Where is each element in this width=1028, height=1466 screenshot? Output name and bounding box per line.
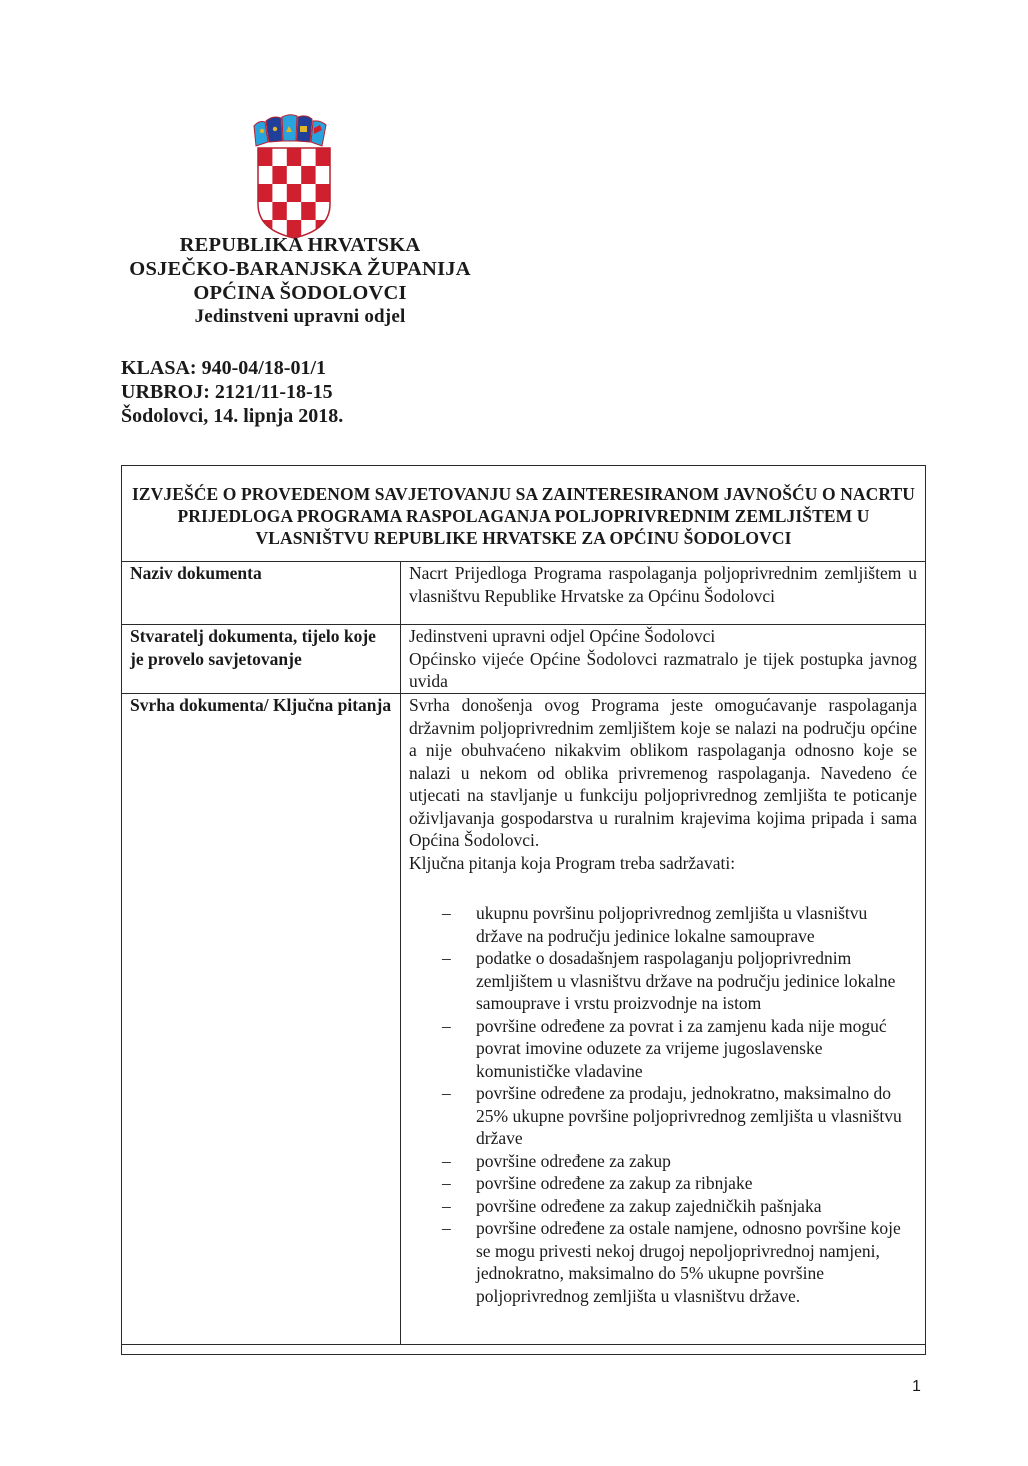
urbroj-line: URBROJ: 2121/11-18-15 <box>121 381 333 403</box>
report-info-table <box>121 561 926 1345</box>
document-purpose-value <box>401 694 926 1345</box>
klasa-line: KLASA: 940-04/18-01/1 <box>121 357 326 379</box>
dash-marker: – <box>442 948 451 968</box>
document-creator-value <box>401 625 926 694</box>
list-item-text: površine određene za ostale namjene, odnosno površine koje se mogu privesti nekoj drugoj nepoljoprivrednoj namjeni, jednokratno, maksimalno do 5% ukupne površine poljoprivrednog zemljišta u vlasništvu države. <box>476 1218 901 1306</box>
list-item-text: površine određene za zakup za ribnjake <box>476 1173 753 1193</box>
list-item <box>442 947 917 1015</box>
issuer-header <box>110 233 490 329</box>
review-line: Općinsko vijeće Općine Šodolovci razmatralo je tijek postupka javnog uvida <box>409 648 917 691</box>
dash-marker: – <box>442 1195 451 1216</box>
list-item-text: podatke o dosadašnjem raspolaganju poljoprivrednim zemljištem u vlasništvu države na području jedinice lokalne samouprave i vrstu proizvodnje na istom <box>476 948 896 1013</box>
list-item <box>442 1015 917 1083</box>
report-box <box>121 465 926 1355</box>
document-creator-label: Stvaratelj dokumenta, tijelo koje je provelo savjetovanje <box>122 625 401 694</box>
document-purpose-label: Svrha dokumenta/ Ključna pitanja <box>122 694 401 1345</box>
list-item <box>442 1150 917 1173</box>
list-item-text: površine određene za prodaju, jednokratno, maksimalno do 25% ukupne površine poljoprivrednog zemljišta u vlasništvu države <box>476 1083 902 1148</box>
list-item-text: površine određene za povrat i za zamjenu kada nije moguć povrat imovine oduzete za vrijeme jugoslavenske komunističke vladavine <box>476 1015 887 1081</box>
croatian-coat-of-arms-icon <box>250 112 340 240</box>
municipality-name: OPĆINA ŠODOLOVCI <box>193 282 407 304</box>
creator-line: Jedinstveni upravni odjel Općine Šodolovci <box>409 626 716 646</box>
reference-block <box>121 356 343 428</box>
list-item <box>442 1195 917 1218</box>
dash-marker: – <box>442 903 451 923</box>
country-name: REPUBLIKA HRVATSKA <box>179 234 421 256</box>
dash-marker: – <box>442 1218 451 1238</box>
key-questions-intro: Ključna pitanja koja Program treba sadržavati: <box>409 852 736 873</box>
table-row <box>122 562 926 625</box>
table-row <box>122 625 926 694</box>
list-item-text: ukupnu površinu poljoprivrednog zemljišta u vlasništvu države na području jedinice lokalne samouprave <box>476 903 868 946</box>
list-item <box>442 1217 917 1307</box>
table-row <box>122 694 926 1345</box>
county-name: OSJEČKO-BARANJSKA ŽUPANIJA <box>129 258 471 280</box>
dash-marker: – <box>442 1083 451 1103</box>
document-name-label: Naziv dokumenta <box>122 562 401 625</box>
list-item-text: površine određene za zakup <box>476 1150 671 1171</box>
list-item-text: površine određene za zakup zajedničkih pašnjaka <box>476 1195 822 1216</box>
dash-marker: – <box>442 1015 451 1036</box>
list-item <box>442 902 917 947</box>
purpose-paragraph: Svrha donošenja ovog Programa jeste omogućavanje raspolaganja državnim poljoprivrednim zemljištem koje se nalazi na području općine a nije obuhvaćeno nikakvim oblikom raspolaganja odnosno koje se nalazi u nekom od oblika privremenog raspolaganja. Navedeno će utjecati na stavljanje u funkciju poljoprivrednog zemljišta te poticanje oživljavanja gospodarstva u ruralnim krajevima kojima pripada i sama Općina Šodolovci. <box>409 695 917 850</box>
place-date-line: Šodolovci, 14. lipnja 2018. <box>121 405 344 427</box>
key-questions-list <box>409 902 917 1307</box>
list-item <box>442 1082 917 1150</box>
page-number: 1 <box>912 1378 921 1395</box>
report-title: IZVJEŠĆE O PROVEDENOM SAVJETOVANJU SA ZAINTERESIRANOM JAVNOŠĆU O NACRTU PRIJEDLOGA PROGRAMA RASPOLAGANJA POLJOPRIVREDNIM ZEMLJIŠTEM U VLASNIŠTVU REPUBLIKE HRVATSKE ZA OPĆINU ŠODOLOVCI <box>131 484 916 548</box>
dash-marker: – <box>442 1173 451 1193</box>
document-name-value: Nacrt Prijedloga Programa raspolaganja poljoprivrednim zemljištem u vlasništvu Republike Hrvatske za Općinu Šodolovci <box>401 562 926 625</box>
dash-marker: – <box>442 1150 451 1171</box>
list-item <box>442 1172 917 1195</box>
department-name: Jedinstveni upravni odjel <box>194 306 406 327</box>
